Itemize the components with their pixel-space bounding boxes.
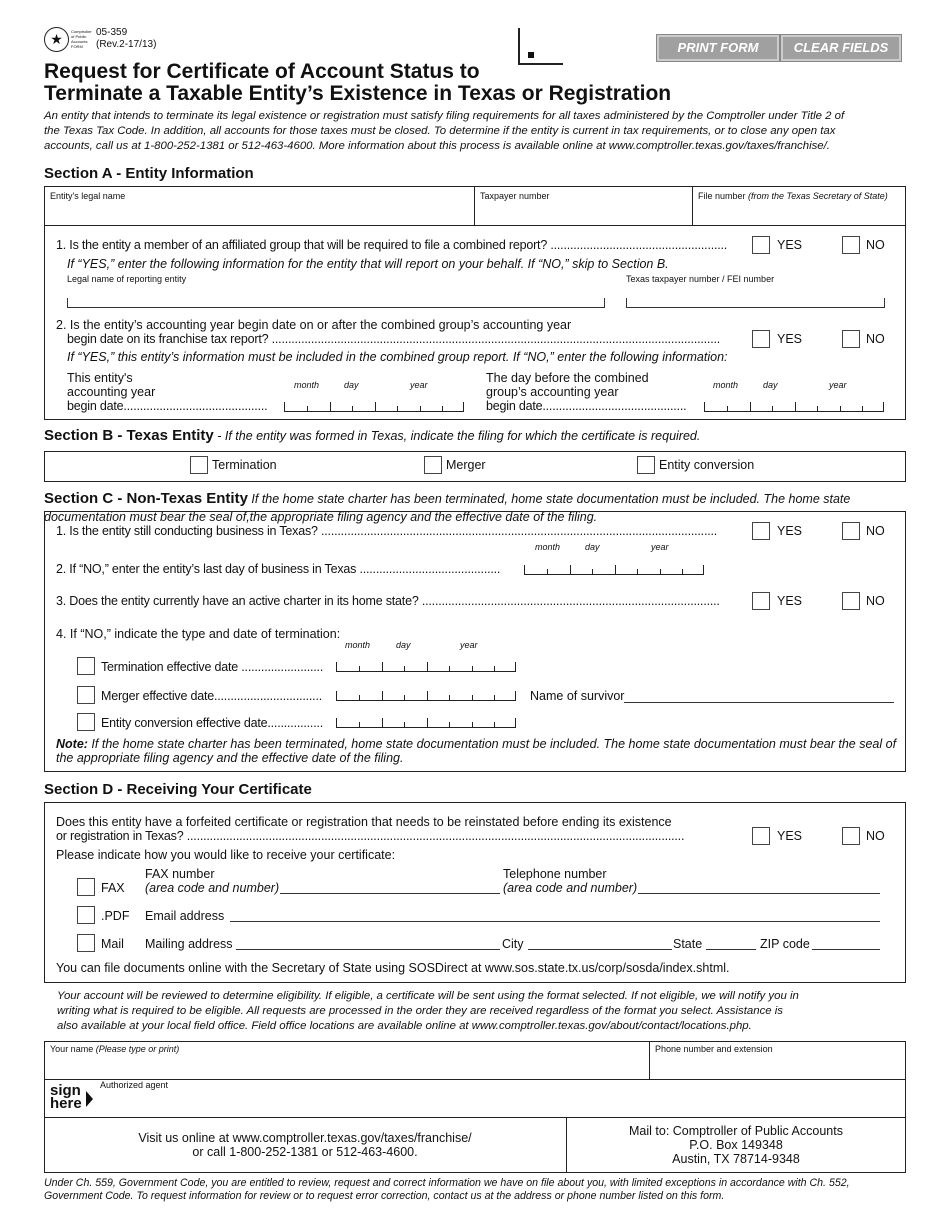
telephone-number-input[interactable] <box>638 893 880 894</box>
group-year-label: The day before the combined <box>486 371 649 385</box>
mail-to-line: Mail to: Comptroller of Public Accounts <box>629 1124 843 1138</box>
telephone-label: Telephone number <box>503 867 607 881</box>
review-line: Your account will be reviewed to determine eligibility. If eligible, a certificate will be sent using the format selected. If not eligible, we will notify you in <box>57 990 799 1002</box>
a2-no-checkbox[interactable] <box>842 330 860 348</box>
fei-number-label: Texas taxpayer number / FEI number <box>626 274 775 284</box>
a1-no-checkbox[interactable] <box>842 236 860 254</box>
no-label: NO <box>866 524 885 538</box>
privacy-footer-line: Government Code. To request information for review or to request error correction, contact us at the address or phone number listed on this form. <box>44 1190 725 1202</box>
pdf-checkbox[interactable] <box>77 906 95 924</box>
a1-yes-checkbox[interactable] <box>752 236 770 254</box>
sign-text: sign <box>50 1082 81 1099</box>
entity-year-label: This entity's <box>67 371 133 385</box>
merger-date-checkbox[interactable] <box>77 686 95 704</box>
c1-yes-checkbox[interactable] <box>752 522 770 540</box>
month-label: month <box>294 380 320 390</box>
question-c1: 1. Is the entity still conducting business in Texas? ......................................................................................................................... <box>56 524 718 538</box>
month-label: month <box>345 640 371 650</box>
question-c3: 3. Does the entity currently have an active charter in its home state? ........................................................................................... <box>56 594 720 608</box>
c3-no-checkbox[interactable] <box>842 592 860 610</box>
file-number-label: File number <box>698 191 746 201</box>
day-label: day <box>396 640 411 650</box>
reporting-entity-input[interactable] <box>67 298 605 308</box>
intro-line: An entity that intends to terminate its legal existence or registration must satisfy filing requirements for all taxes administered by the Comptroller under Title 2 of <box>44 110 845 122</box>
question-a2-line2: begin date on its franchise tax report? ......................................................................................................................................... <box>67 332 721 346</box>
termination-label: Termination <box>212 458 277 472</box>
your-name-field[interactable] <box>50 1044 179 1054</box>
privacy-footer-line: Under Ch. 559, Government Code, you are entitled to review, request and correct information we have on file about you, with limited exceptions in accordance with Ch. 552, <box>44 1177 850 1189</box>
fax-number-label: FAX number <box>145 867 215 881</box>
fax-area-code-label: (area code and number) <box>145 881 280 895</box>
visit-line: Visit us online at www.comptroller.texas.gov/taxes/franchise/ <box>138 1131 472 1145</box>
section-b-note: - If the entity was formed in Texas, indicate the filing for which the certificate is required. <box>213 429 701 443</box>
fax-label: FAX <box>101 881 125 895</box>
telephone-area-code-label: (area code and number) <box>503 881 638 895</box>
entity-conversion-label: Entity conversion <box>659 458 755 472</box>
state-input[interactable] <box>706 949 756 950</box>
year-label: year <box>651 542 669 552</box>
no-label: NO <box>866 594 885 608</box>
pdf-label: .PDF <box>101 909 130 923</box>
group-year-begin-date-input[interactable] <box>704 402 884 412</box>
d-yes-checkbox[interactable] <box>752 827 770 845</box>
form-revision: (Rev.2-17/13) <box>96 39 157 50</box>
day-label: day <box>344 380 359 390</box>
reporting-entity-label: Legal name of reporting entity <box>67 274 187 284</box>
visit-line: or call 1-800-252-1381 or 512-463-4600. <box>192 1145 418 1159</box>
corner-mark <box>518 28 563 65</box>
termination-checkbox[interactable] <box>190 456 208 474</box>
state-label: State <box>673 937 703 951</box>
sign-arrow-icon <box>86 1091 93 1107</box>
fei-number-input[interactable] <box>626 298 885 308</box>
yes-label: YES <box>777 829 803 843</box>
print-form-button[interactable]: PRINT FORM <box>657 35 779 61</box>
authorized-agent-field[interactable]: Authorized agent <box>100 1080 169 1090</box>
entity-conversion-checkbox[interactable] <box>637 456 655 474</box>
fax-number-input[interactable] <box>280 893 500 894</box>
zip-label: ZIP code <box>760 937 810 951</box>
no-label: NO <box>866 238 885 252</box>
mail-to-line: Austin, TX 78714-9348 <box>672 1152 800 1166</box>
page-title-line1: Request for Certificate of Account Status to <box>44 60 480 83</box>
taxpayer-number-field[interactable]: Taxpayer number <box>480 191 550 201</box>
email-input[interactable] <box>230 921 880 922</box>
c1-no-checkbox[interactable] <box>842 522 860 540</box>
visit-online-text <box>44 1131 566 1159</box>
comptroller-seal-logo: ★ <box>44 27 69 52</box>
conversion-date-input[interactable] <box>336 718 516 728</box>
delivery-prompt: Please indicate how you would like to receive your certificate: <box>56 848 396 862</box>
question-a1: 1. Is the entity a member of an affiliated group that will be required to file a combined report? ...................................................... <box>56 238 728 252</box>
c3-yes-checkbox[interactable] <box>752 592 770 610</box>
question-a2-note: If “YES,” this entity’s information must be included in the combined group report. If “NO,” enter the following information: <box>67 350 728 364</box>
month-label: month <box>535 542 561 552</box>
conversion-date-checkbox[interactable] <box>77 713 95 731</box>
conversion-date-label: Entity conversion effective date................. <box>101 716 324 730</box>
mail-label: Mail <box>101 937 124 951</box>
phone-extension-field[interactable]: Phone number and extension <box>655 1044 773 1054</box>
review-line: also available at your local field office. Field office locations are available online at www.comptroller.texas.gov/about/contact/locations.php. <box>57 1020 752 1032</box>
charter-note-line2: the appropriate filing agency and the effective date of the filing. <box>56 751 404 765</box>
yes-label: YES <box>777 594 803 608</box>
clear-fields-button[interactable]: CLEAR FIELDS <box>781 35 901 61</box>
note-label: Note: <box>56 737 88 751</box>
group-year-label: begin date............................................ <box>486 399 687 413</box>
question-d-line2: or registration in Texas? ........................................................................................................................................................ <box>56 829 685 843</box>
page-title-line2: Terminate a Taxable Entity’s Existence in Texas or Registration <box>44 82 672 105</box>
intro-line: accounts, call us at 1-800-252-1381 or 512-463-4600. More information about this process is available online at www.comptroller.texas.gov/taxes/franchise/. <box>44 140 830 152</box>
question-a1-note: If “YES,” enter the following information for the entity that will report on your behalf. If “NO,” skip to Section B. <box>67 257 669 271</box>
yes-label: YES <box>777 524 803 538</box>
termination-date-checkbox[interactable] <box>77 657 95 675</box>
zip-input[interactable] <box>812 949 880 950</box>
group-year-label: group’s accounting year <box>486 385 619 399</box>
form-number: 05-359 <box>96 27 128 38</box>
yes-label: YES <box>777 238 803 252</box>
month-label: month <box>713 380 739 390</box>
year-label: year <box>410 380 428 390</box>
merger-date-input[interactable] <box>336 691 516 701</box>
day-label: day <box>763 380 778 390</box>
email-label: Email address <box>145 909 225 923</box>
merger-date-label: Merger effective date................................. <box>101 689 322 703</box>
section-a-heading: Section A - Entity Information <box>44 165 254 182</box>
termination-date-label: Termination effective date ......................... <box>101 660 324 674</box>
intro-line: the Texas Tax Code. In addition, all accounts for those taxes must be closed. To determine if the entity is current in tax requirements, or to close any open tax <box>44 125 836 137</box>
agency-logo-text: Comptroller of Public Accounts FORM <box>71 29 92 49</box>
year-label: year <box>829 380 847 390</box>
mailing-address-input[interactable] <box>236 949 500 950</box>
section-d-heading: Section D - Receiving Your Certificate <box>44 781 312 798</box>
city-label: City <box>502 937 524 951</box>
section-c-title: Section C - Non-Texas Entity <box>44 490 248 507</box>
d-no-checkbox[interactable] <box>842 827 860 845</box>
here-text: here <box>50 1095 82 1112</box>
sign-here-label <box>50 1084 82 1110</box>
section-b-heading <box>44 427 906 445</box>
no-label: NO <box>866 829 885 843</box>
a2-yes-checkbox[interactable] <box>752 330 770 348</box>
entity-year-begin-date-input[interactable] <box>284 402 464 412</box>
charter-note <box>56 737 902 751</box>
last-business-day-input[interactable] <box>524 565 704 575</box>
mailing-address-label: Mailing address <box>145 937 233 951</box>
question-d-line1: Does this entity have a forfeited certificate or registration that needs to be reinstated before ending its existence <box>56 815 672 829</box>
sos-note: You can file documents online with the Secretary of State using SOSDirect at www.sos.state.tx.us/corp/sosda/index.shtml. <box>56 961 730 975</box>
fax-checkbox[interactable] <box>77 878 95 896</box>
city-input[interactable] <box>528 949 672 950</box>
survivor-name-input[interactable] <box>624 702 894 703</box>
day-label: day <box>585 542 600 552</box>
your-name-label: Your name <box>50 1044 94 1054</box>
section-c-note: If the home state charter has been terminated, home state documentation must be included. The home state documentation must bear the seal of,the appropriate filing agency and the effective date of the filing. <box>44 492 851 524</box>
note-text: If the home state charter has been terminated, home state documentation must be included. The home state documentation must bear the seal of <box>87 737 897 751</box>
review-line: writing what is required to be eligible. All requests are processed in the order they are received regardless of the format you select. Assistance is <box>57 1005 783 1017</box>
your-name-note: (Please type or print) <box>95 1044 180 1054</box>
year-label: year <box>460 640 478 650</box>
entity-year-label: begin date............................................ <box>67 399 268 413</box>
entity-year-label: accounting year <box>67 385 156 399</box>
file-number-note: (from the Texas Secretary of State) <box>748 191 888 201</box>
question-c2: 2. If “NO,” enter the entity’s last day of business in Texas ........................................... <box>56 562 501 576</box>
yes-label: YES <box>777 332 803 346</box>
entity-legal-name-field[interactable]: Entity's legal name <box>50 191 126 201</box>
question-c4: 4. If “NO,” indicate the type and date of termination: <box>56 627 341 641</box>
section-b-title: Section B - Texas Entity <box>44 427 214 444</box>
merger-checkbox[interactable] <box>424 456 442 474</box>
merger-label: Merger <box>446 458 486 472</box>
mail-to-line: P.O. Box 149348 <box>689 1138 783 1152</box>
termination-date-input[interactable] <box>336 662 516 672</box>
survivor-label: Name of survivor <box>530 689 625 703</box>
no-label: NO <box>866 332 885 346</box>
question-a2-line1: 2. Is the entity’s accounting year begin date on or after the combined group’s accounting year <box>56 318 572 332</box>
file-number-field[interactable] <box>698 191 903 201</box>
mail-to-address <box>566 1124 906 1166</box>
mail-checkbox[interactable] <box>77 934 95 952</box>
